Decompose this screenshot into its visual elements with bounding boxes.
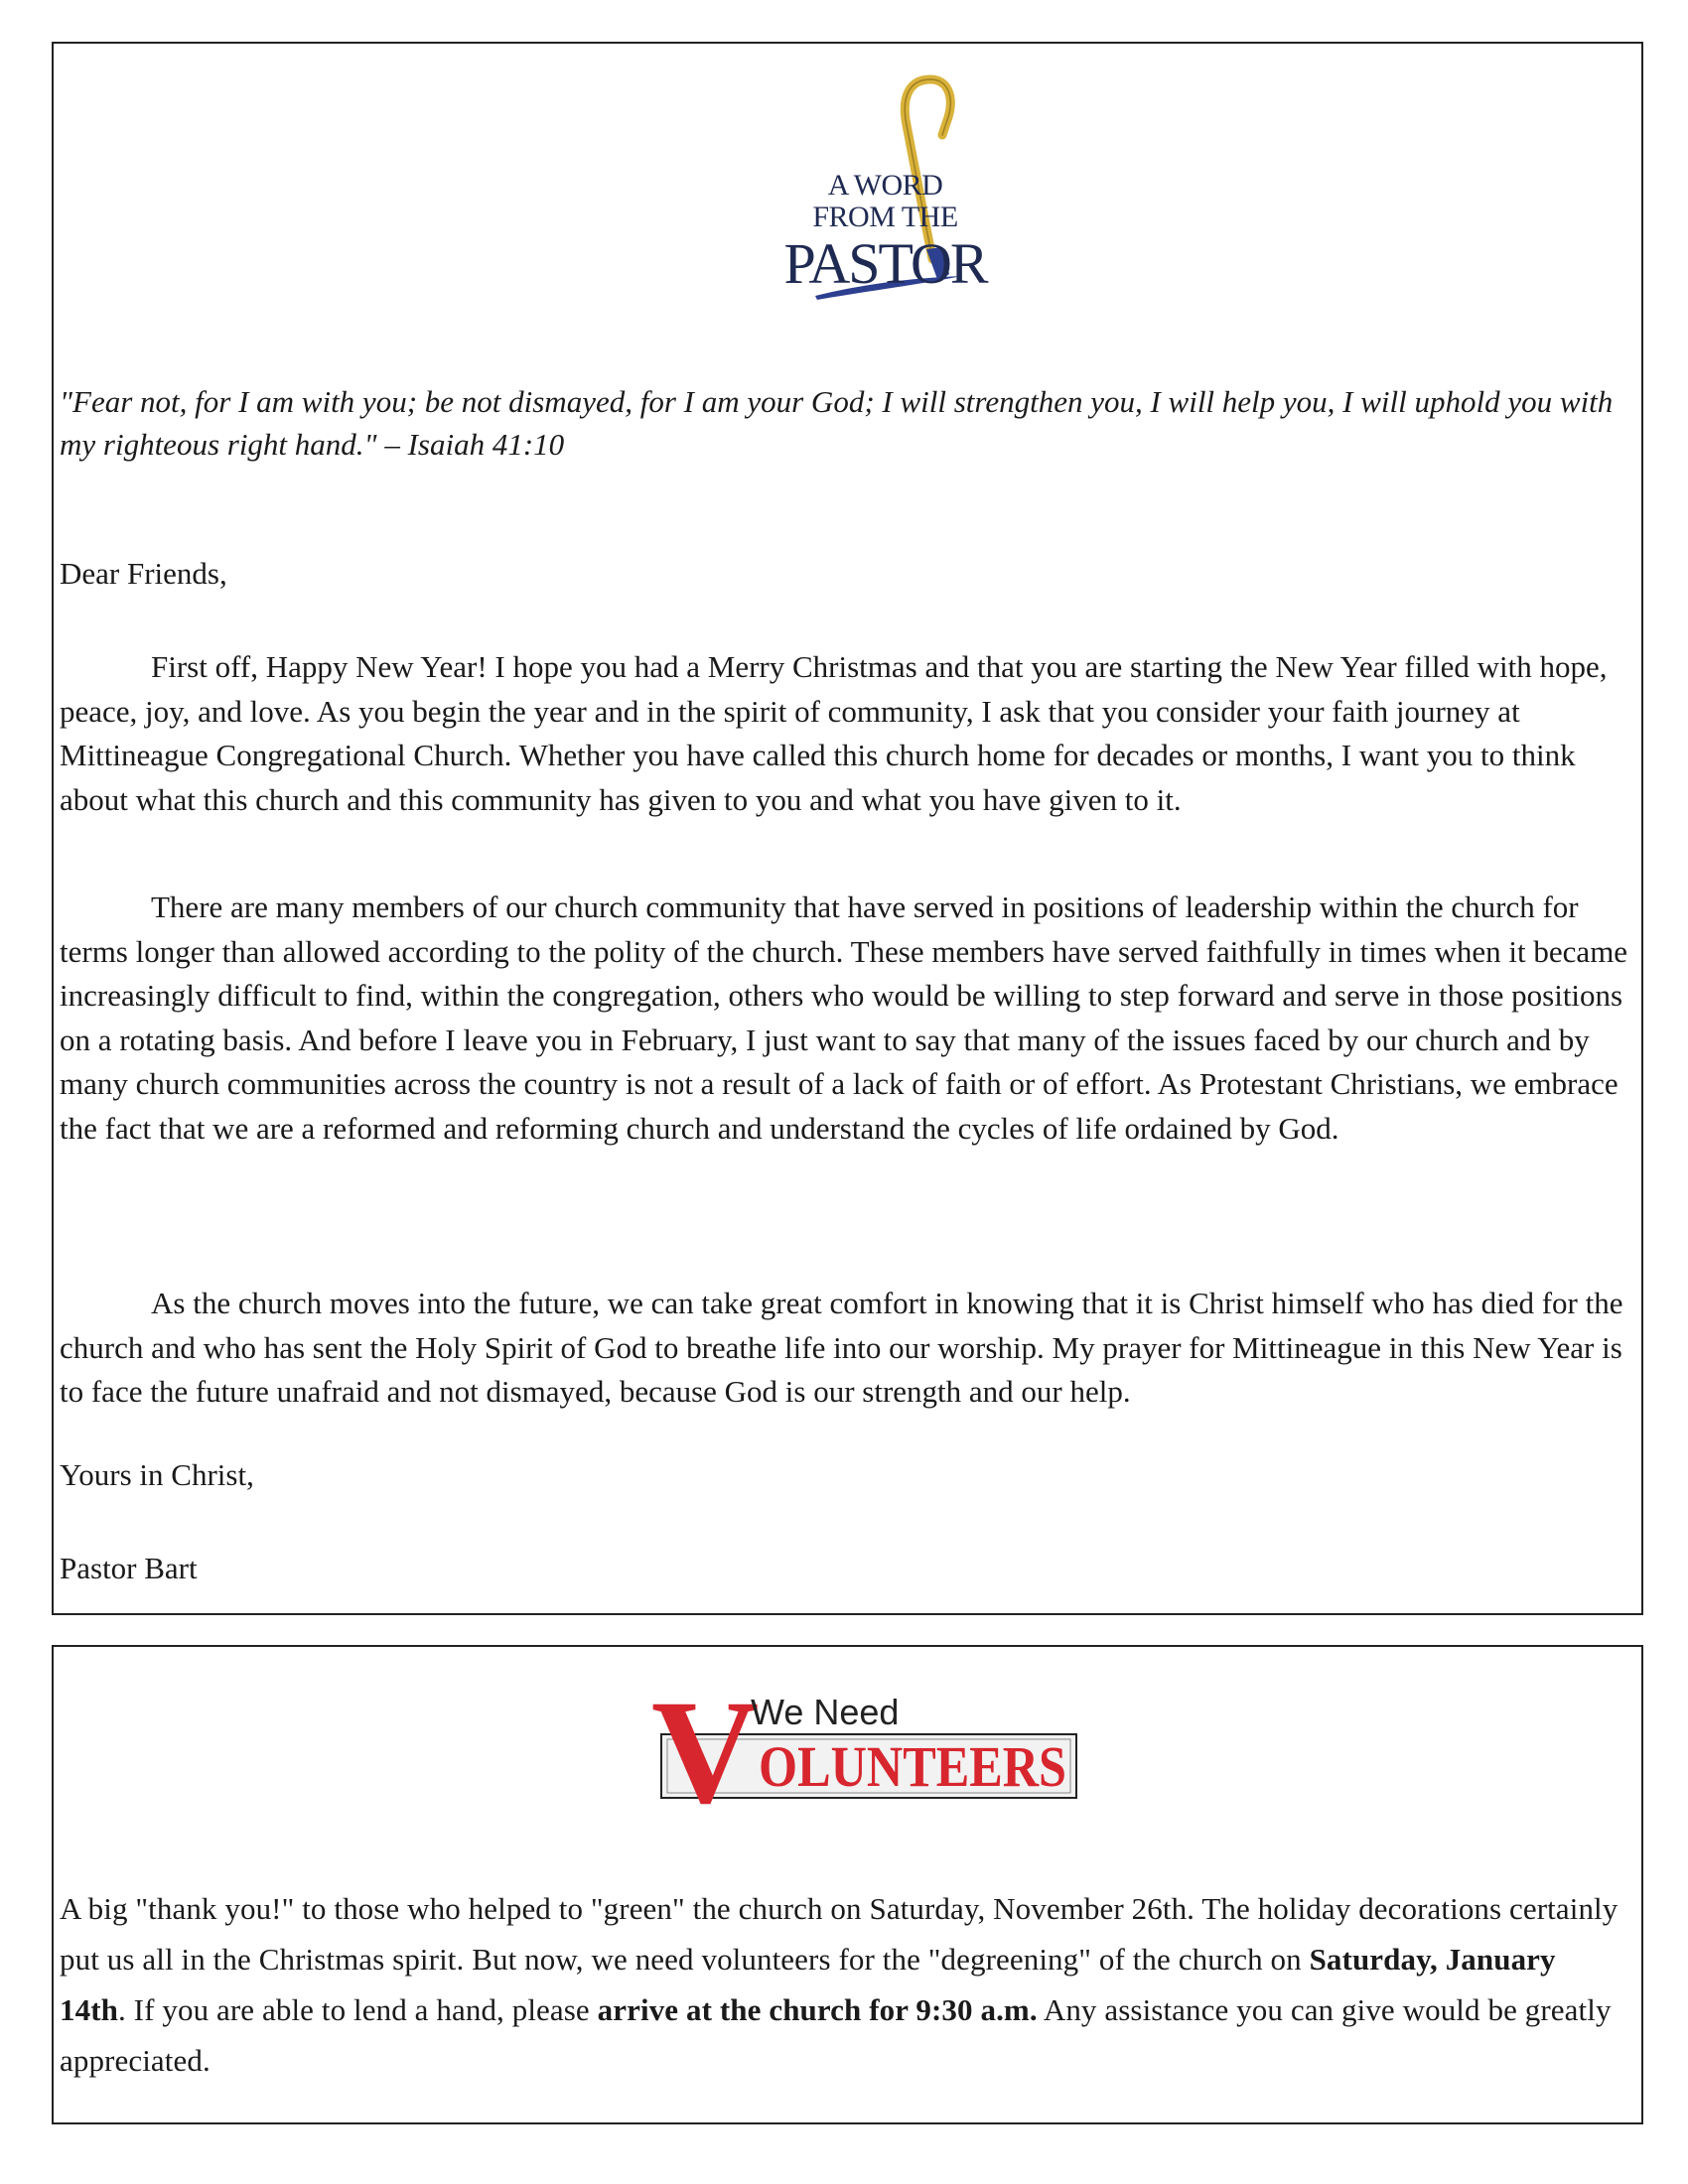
volunteers-paragraph xyxy=(60,1883,1629,2086)
volunteer-text-2: . If you are able to lend a hand, please xyxy=(117,1992,598,2027)
logo-line-3: PASTOR xyxy=(783,231,987,296)
logo-line-2: FROM THE xyxy=(812,201,958,233)
salutation: Dear Friends, xyxy=(60,556,227,591)
volunteer-time-bold: arrive at the church for 9:30 a.m. xyxy=(597,1992,1038,2027)
letter-paragraph-3: As the church moves into the future, we can take great comfort in knowing that it is Christ himself who has died for the church and who has sent the Holy Spirit of God to breathe life into our worship. My prayer for Mittineague in this New Year is to face the future unafraid and not dismayed, because God is our strength and our help. xyxy=(60,1286,1623,1409)
we-need-text: We Need xyxy=(751,1692,900,1732)
volunteers-banner-graphic xyxy=(649,1675,1086,1824)
logo-line-1: A WORD xyxy=(827,169,943,202)
volunteers-big-v: V xyxy=(651,1675,760,1824)
volunteers-word: OLUNTEERS xyxy=(759,1734,1066,1799)
letter-paragraph-2: There are many members of our church community that have served in positions of leadership within the church for terms longer than allowed according to the polity of the church. These members have served faithfully in times when it became increasingly difficult to find, within the congregation, others who would be willing to step forward and serve in those positions on a rotating basis. And before I leave you in February, I just want to say that many of the issues faced by our church and by many church communities across the country is not a result of a lack of faith or of effort. As Protestant Christians, we embrace the fact that we are a reformed and reforming church and understand the cycles of life ordained by God. xyxy=(60,889,1628,1146)
volunteer-text-3: Any assistance you can give would be greatly appreciated. xyxy=(60,1992,1612,2078)
volunteer-text-1: A big "thank you!" to those who helped to "green" the church on Saturday, November 26th. The holiday decorations certainly put us all in the Christmas spirit. But now, we need volunteers for the "degreening" of the church on xyxy=(60,1891,1618,1977)
scripture-quote: "Fear not, for I am with you; be not dismayed, for I am your God; I will strengthen you, I will help you, I will uphold you with my righteous right hand." – Isaiah 41:10 xyxy=(60,384,1614,462)
closing: Yours in Christ, xyxy=(60,1457,254,1492)
volunteer-date-bold: Saturday, January 14th xyxy=(60,1942,1556,2027)
pastor-letter-section xyxy=(52,42,1643,1615)
volunteers-section xyxy=(52,1645,1643,2124)
signature: Pastor Bart xyxy=(60,1551,198,1585)
word-from-pastor-logo xyxy=(783,66,1042,314)
letter-paragraph-1: First off, Happy New Year! I hope you had a Merry Christmas and that you are starting the New Year filled with hope, peace, joy, and love. As you begin the year and in the spirit of community, I ask that you consider your faith journey at Mittineague Congregational Church. Whether you have called this church home for decades or months, I want you to think about what this church and this community has given to you and what you have given to it. xyxy=(60,649,1608,817)
we-need-volunteers-logo xyxy=(649,1675,1086,1824)
